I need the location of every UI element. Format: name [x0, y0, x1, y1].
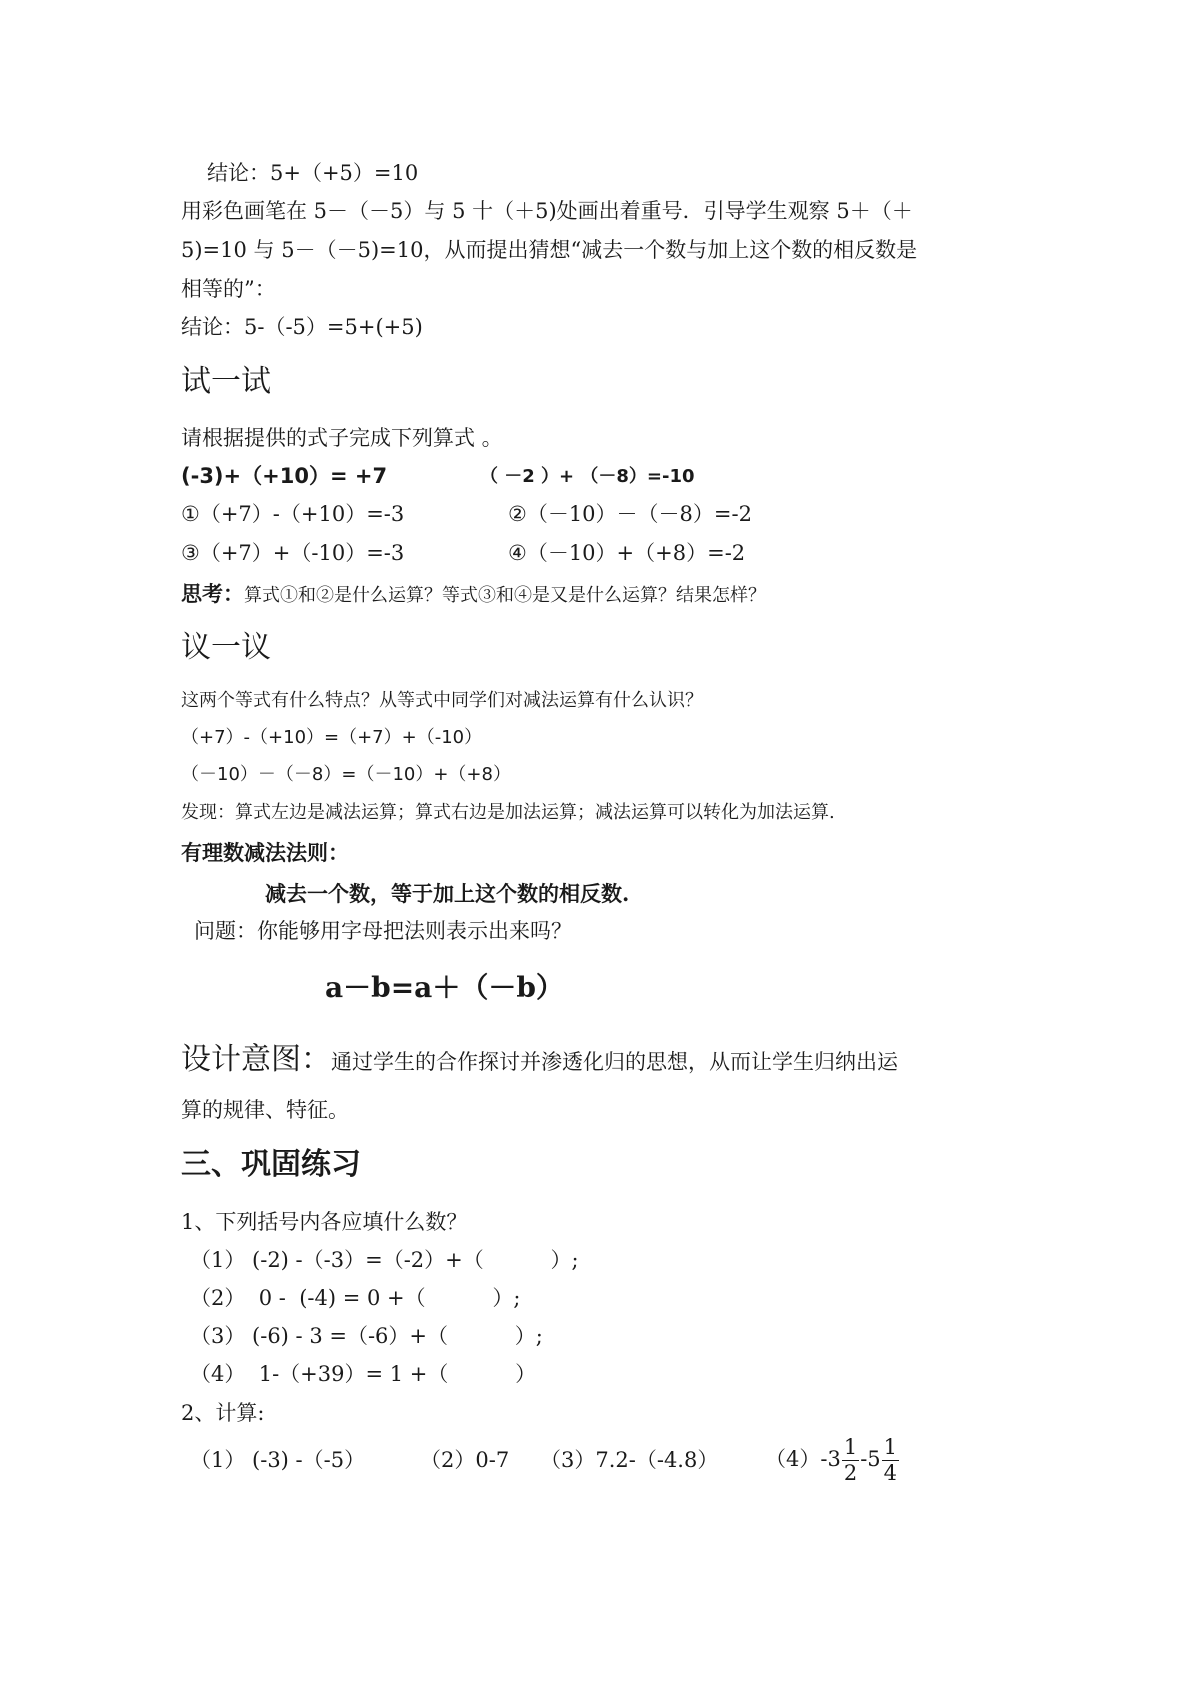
paragraph-line-3: 相等的”： — [181, 277, 276, 301]
problem-text: 问题：你能够用字母把法则表示出来吗？ — [194, 919, 572, 943]
design-intent-label: 设计意图： — [181, 1042, 331, 1077]
equation-example-b: （ －2 ）+ （－8）=-10 — [480, 466, 695, 487]
fraction-2-denominator: 4 — [883, 1461, 898, 1485]
item4-mid: -5 — [860, 1447, 881, 1471]
fraction-one-quarter — [882, 1437, 899, 1484]
equation-example-a: (-3)+（+10）= +7 — [181, 464, 388, 488]
heading-discuss: 议一议 — [181, 630, 271, 665]
paragraph-line-1: 用彩色画笔在 5－（－5）与 5 十（＋5)处画出着重号．引导学生观察 5＋（＋ — [181, 199, 913, 223]
finding-text: 发现：算式左边是减法运算；算式右边是加法运算；减法运算可以转化为加法运算. — [181, 802, 835, 823]
heading-practice: 三、巩固练习 — [181, 1147, 361, 1182]
design-intent-line-2: 算的规律、特征。 — [181, 1098, 349, 1122]
equation-3: ③（+7）+（-10）=-3 — [181, 541, 405, 565]
practice-q1-item-2: （2） 0 - (-4) = 0 +（ ）; — [190, 1286, 521, 1310]
discuss-question: 这两个等式有什么特点？从等式中同学们对减法运算有什么认识？ — [181, 690, 703, 711]
equation-4: ④（－10）+（+8）=-2 — [508, 541, 746, 565]
practice-q2-item-2: （2）0-7 — [420, 1448, 510, 1472]
equation-2: ②（－10）－（－8）=-2 — [508, 502, 752, 526]
practice-q1: 1、下列括号内各应填什么数？ — [181, 1210, 468, 1234]
rule-text: 减去一个数，等于加上这个数的相反数. — [265, 881, 630, 906]
try-instruction: 请根据提供的式子完成下列算式 。 — [181, 426, 503, 450]
design-intent-text-1: 通过学生的合作探讨并渗透化归的思想，从而让学生归纳出运 — [331, 1050, 898, 1074]
equation-1: ①（+7）-（+10）=-3 — [181, 502, 405, 526]
practice-q2-item-3: （3）7.2-（-4.8） — [540, 1448, 719, 1472]
practice-q2-item-1: （1） (-3) -（-5） — [190, 1448, 366, 1472]
conclusion-line-1: 结论：5+（+5）=10 — [207, 161, 419, 185]
practice-q1-item-4: （4） 1-（+39）= 1 +（ ） — [190, 1362, 537, 1386]
conclusion-line-2: 结论：5-（-5）=5+(+5) — [181, 315, 423, 339]
heading-try-it: 试一试 — [181, 364, 271, 399]
rule-formula: a－b=a＋（－b） — [325, 971, 564, 1004]
fraction-1-numerator: 1 — [843, 1435, 858, 1459]
practice-q2: 2、计算: — [181, 1401, 265, 1425]
discuss-equation-1: （+7）-（+10）=（+7）+（-10） — [181, 727, 483, 748]
design-intent-line-1 — [181, 1042, 898, 1077]
practice-q1-item-1: （1） (-2) -（-3）=（-2）+（ ）; — [190, 1248, 579, 1272]
fraction-1-denominator: 2 — [843, 1461, 858, 1485]
practice-q2-item-4 — [765, 1437, 900, 1484]
fraction-one-half — [842, 1437, 859, 1484]
item4-prefix: （4）-3 — [765, 1447, 841, 1471]
fraction-2-numerator: 1 — [883, 1435, 898, 1459]
think-text: 算式①和②是什么运算？等式③和④是又是什么运算？结果怎样？ — [244, 585, 766, 606]
paragraph-line-2: 5)=10 与 5－（－5)=10，从而提出猜想“减去一个数与加上这个数的相反数是 — [181, 238, 918, 262]
think-label: 思考： — [181, 581, 244, 606]
practice-q1-item-3: （3） (-6) - 3 =（-6）+（ ）; — [190, 1324, 543, 1348]
think-line — [181, 583, 766, 605]
rule-title: 有理数减法法则： — [181, 840, 349, 865]
discuss-equation-2: （－10）－（－8）=（－10）+（+8） — [181, 764, 511, 785]
